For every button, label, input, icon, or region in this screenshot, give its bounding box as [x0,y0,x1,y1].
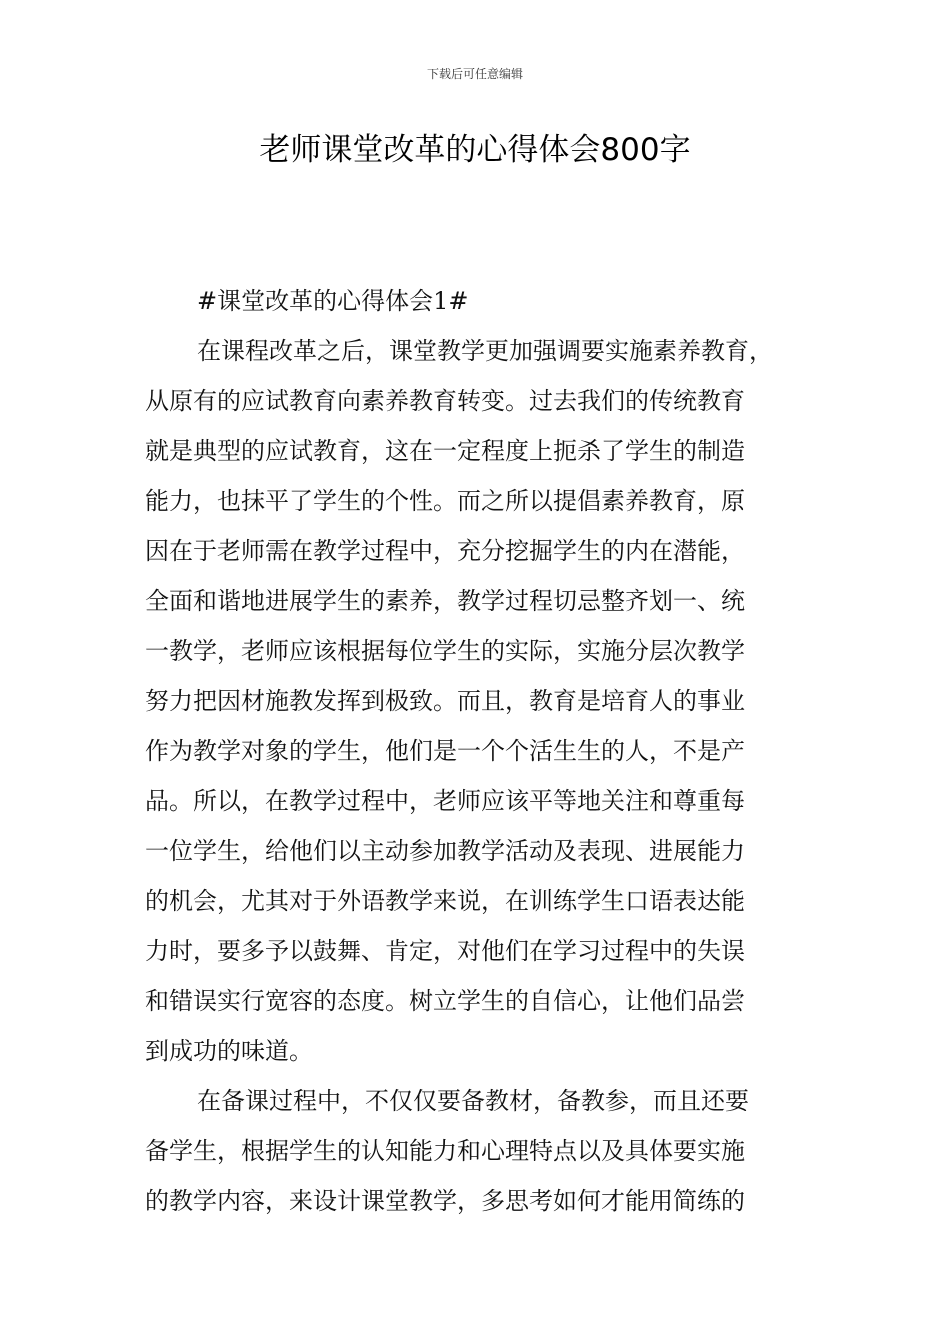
paragraph-line: 备学生，根据学生的认知能力和心理特点以及具体要实施 [145,1137,745,1165]
header-note: 下载后可任意编辑 [426,67,523,81]
document-body [145,276,815,1226]
paragraph-line: 在备课过程中，不仅仅要备教材，备教参，而且还要 [197,1087,749,1115]
paragraph-line: 的教学内容，来设计课堂教学，多思考如何才能用简练的 [145,1187,745,1215]
paragraph-line: 到成功的味道。 [145,1037,313,1065]
paragraph-line: 能力，也抹平了学生的个性。而之所以提倡素养教育，原 [145,487,745,515]
paragraph-line: 全面和谐地进展学生的素养，教学过程切忌整齐划一、统 [145,587,745,615]
paragraph-line: 就是典型的应试教育，这在一定程度上扼杀了学生的制造 [145,437,745,465]
paragraph-line: 一教学，老师应该根据每位学生的实际，实施分层次教学 [145,637,745,665]
paragraph-line: 的机会，尤其对于外语教学来说，在训练学生口语表达能 [145,887,745,915]
document-title: 老师课堂改革的心得体会800字 [259,132,691,168]
paragraph-line: 努力把因材施教发挥到极致。而且，教育是培育人的事业 [145,687,745,715]
paragraph-line: 因在于老师需在教学过程中，充分挖掘学生的内在潜能， [145,537,745,565]
paragraph-line: 和错误实行宽容的态度。树立学生的自信心，让他们品尝 [145,987,745,1015]
paragraph-line: 品。所以，在教学过程中，老师应该平等地关注和尊重每 [145,787,745,815]
paragraph-line: 一位学生，给他们以主动参加教学活动及表现、进展能力 [145,837,745,865]
section-heading: #课堂改革的心得体会1# [197,287,469,315]
paragraph-line: 在课程改革之后，课堂教学更加强调要实施素养教育， [197,337,773,365]
paragraph-line: 力时，要多予以鼓舞、肯定，对他们在学习过程中的失误 [145,937,745,965]
paragraph-line: 从原有的应试教育向素养教育转变。过去我们的传统教育 [145,387,745,415]
paragraph-line: 作为教学对象的学生，他们是一个个活生生的人，不是产 [145,737,745,765]
